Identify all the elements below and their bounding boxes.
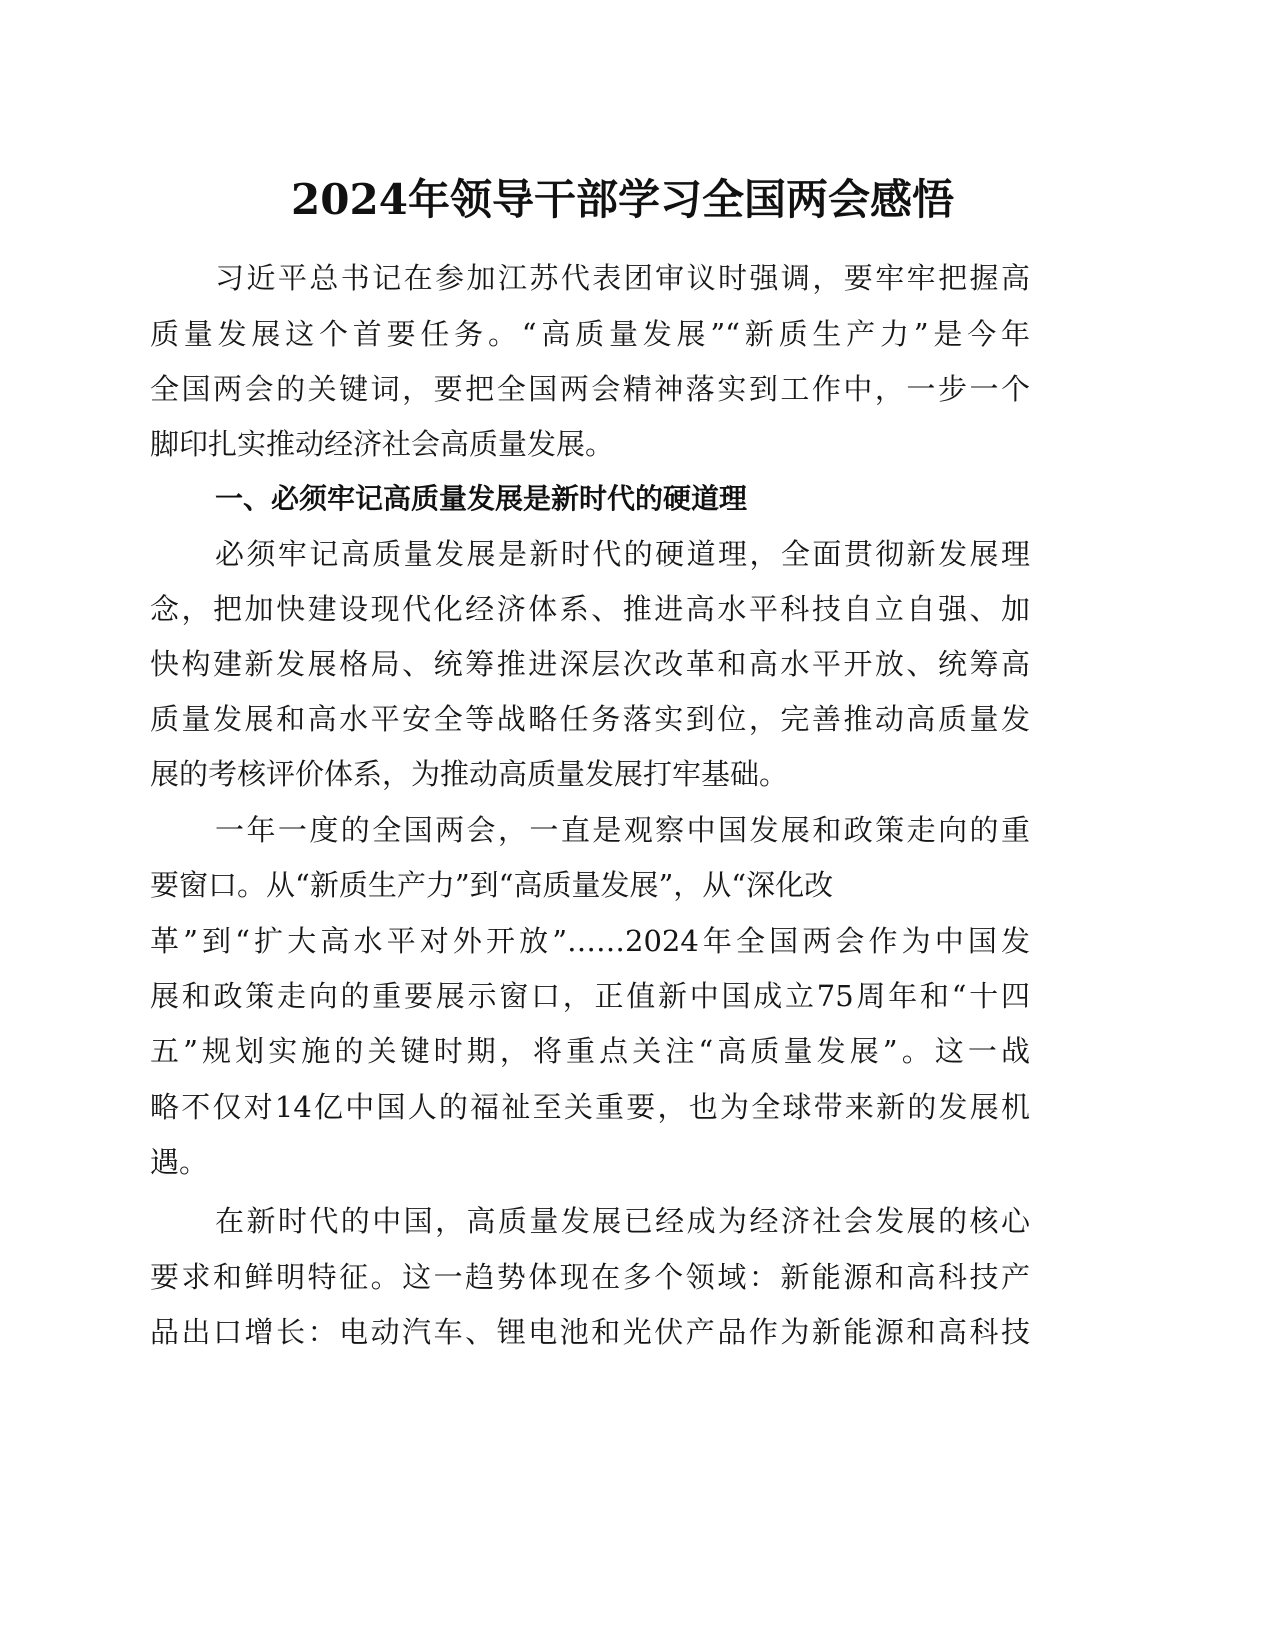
paragraph-3-line-4: 展和政策走向的重要展示窗口，正值新中国成立75周年和“十四 [150,979,1030,1013]
paragraph-4-line-2: 要求和鲜明特征。这一趋势体现在多个领域：新能源和高科技产 [150,1260,1030,1294]
paragraph-3-line-1: 一年一度的全国两会，一直是观察中国发展和政策走向的重 [215,813,1030,847]
paragraph-1-line-1: 习近平总书记在参加江苏代表团审议时强调，要牢牢把握高 [215,261,1030,295]
paragraph-1-line-3: 全国两会的关键词，要把全国两会精神落实到工作中，一步一个 [150,372,1030,406]
paragraph-2-line-4: 质量发展和高水平安全等战略任务落实到位，完善推动高质量发 [150,702,1030,736]
paragraph-2-line-2: 念，把加快建设现代化经济体系、推进高水平科技自立自强、加 [150,592,1030,626]
paragraph-3-line-6: 略不仅对14亿中国人的福祉至关重要，也为全球带来新的发展机 [150,1090,1030,1124]
paragraph-1-line-2: 质量发展这个首要任务。“高质量发展”“新质生产力”是今年 [150,317,1030,351]
paragraph-3-line-7: 遇。 [150,1145,209,1179]
paragraph-3-line-3: 革”到“扩大高水平对外开放”……2024年全国两会作为中国发 [150,924,1030,958]
paragraph-2-line-3: 快构建新发展格局、统筹推进深层次改革和高水平开放、统筹高 [150,647,1030,681]
document-title: 2024年领导干部学习全国两会感悟 [291,175,954,224]
paragraph-4-line-1: 在新时代的中国，高质量发展已经成为经济社会发展的核心 [215,1204,1030,1238]
paragraph-4-line-3: 品出口增长：电动汽车、锂电池和光伏产品作为新能源和高科技 [150,1315,1030,1349]
paragraph-3-line-2: 要窗口。从“新质生产力”到“高质量发展”，从“深化改 [150,868,834,902]
paragraph-3-line-5: 五”规划实施的关键时期，将重点关注“高质量发展”。这一战 [150,1034,1030,1068]
section-heading-1: 一、必须牢记高质量发展是新时代的硬道理 [215,482,748,515]
paragraph-1-line-4: 脚印扎实推动经济社会高质量发展。 [150,427,615,461]
paragraph-2-line-1: 必须牢记高质量发展是新时代的硬道理，全面贯彻新发展理 [215,537,1030,571]
paragraph-2-line-5: 展的考核评价体系，为推动高质量发展打牢基础。 [150,757,789,791]
